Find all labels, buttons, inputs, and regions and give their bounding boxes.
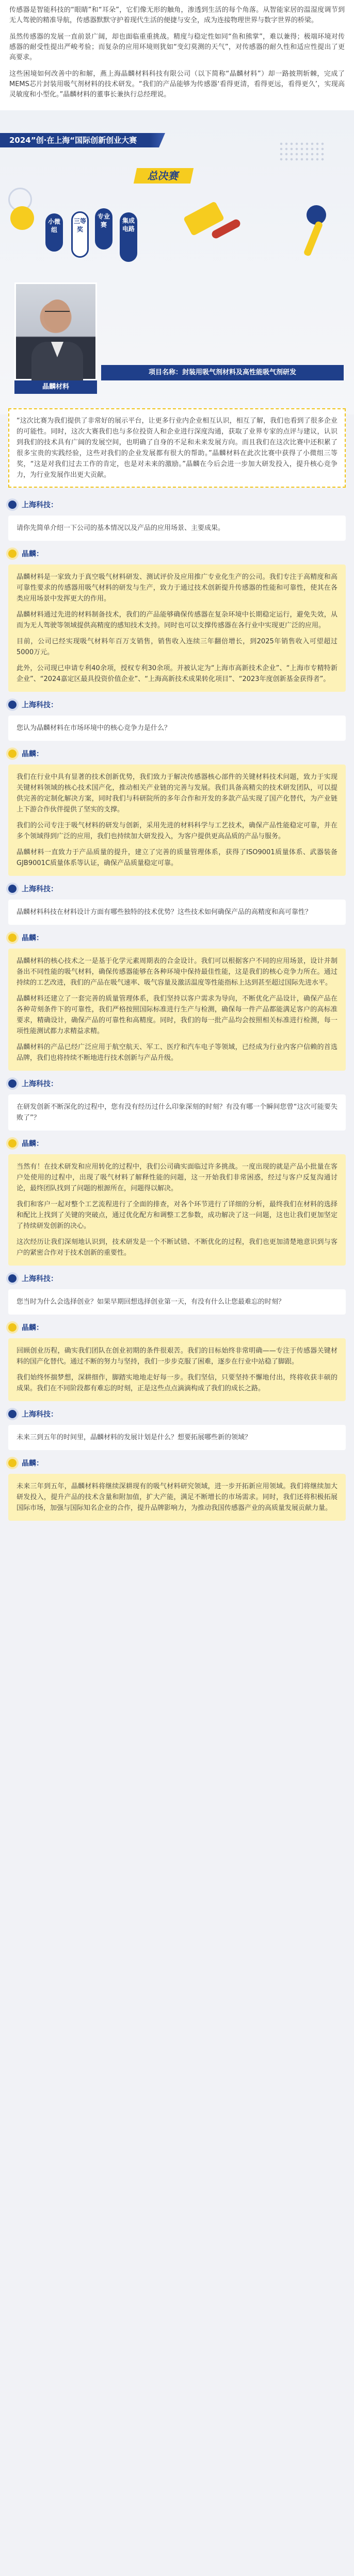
- answer-text: 晶麟材料通过先进的材料制备技术，我们的产品能够确保传感器在复杂环境中长期稳定运行，避免失效，从而为无人驾驶等领域提供高精度的感知技术支持。同时也可以支撑传感器在各行业中实现更广泛的应用。: [17, 611, 337, 629]
- guest-dot-icon: [8, 1139, 17, 1148]
- intro-paragraph: 传感器是智能科技的“眼睛”和“耳朵”，它们像无形的触角，渗透到生活的每个角落。从智能家居的温湿度调节到无人驾驶的精准导航，传感器默默守护着现代生活的便捷与安全，成为连接物理世界与数字世界的桥梁。: [9, 6, 345, 24]
- question-text: 请你先简单介绍一下公司的基本情况以及产品的应用场景、主要成果。: [17, 524, 225, 532]
- microphone-handle-icon: [303, 221, 323, 257]
- intro-paragraph: 这些困境如何改善中的和解，燕上海晶麟材料科技有限公司（以下简称“晶麟材料”）却一路披荆斩棘，完成了MEMS芯片封装用吸气剂材料的技术研发。“我们的产品能够为传感器‘看得更清，看得更远，看得更久’，实现高灵敏度和小型化。”晶麟材料的董事长兼执行总经理说。: [9, 70, 345, 98]
- guest-dot-icon: [8, 750, 17, 758]
- question-bubble: [8, 1425, 346, 1450]
- speaker-name: 上海科技：: [22, 1080, 58, 1088]
- host-dot-icon: [8, 1274, 17, 1283]
- company-statement: “这次比赛为我们提供了非常好的展示平台，让更多行业内企业相互认识，相互了解，我们也看到了很多企业的可能性。同时，这次大赛我们也与多位投资人和企业进行深度沟通，获取了业界专家的点评与建议，认识到我们的技术具有广阔的发展空间，也明确了自身的不足和未来发展方向。而且我们在这次比赛中还积累了很多宝贵的实践经验，这些对我们的企业发展都有很大的帮助。”晶麟材料在此次比赛中获得了小微组三等奖，“这是对我们过去工作的肯定，也是对未来的激励。”晶麟在今后会进一步加大研发投入，提升核心竞争力，为行业发展作出更大贡献。: [8, 408, 346, 488]
- host-dot-icon: [8, 1079, 17, 1088]
- speaker-guest: [8, 1320, 346, 1335]
- tag-category: 专业赛: [95, 208, 112, 250]
- answer-bubble: [8, 765, 346, 876]
- hero-banner: [0, 110, 354, 414]
- guest-dot-icon: [8, 934, 17, 942]
- speaker-name: 晶麟：: [22, 1324, 43, 1332]
- tag-field: 集成电路: [120, 212, 137, 262]
- question-text: 未来三到五年的时间里，晶麟材料的发展计划是什么？想要拓展哪些新的领域？: [17, 1434, 252, 1441]
- title-ribbon-decoration: [150, 133, 165, 147]
- question-text: 在研发创新不断深化的过程中，您有没有经历过什么印象深刻的时刻？有没有哪一个瞬间您曾“这次可能要失败了”？: [17, 1103, 337, 1122]
- speaker-guest: [8, 746, 346, 761]
- speaker-host: [8, 697, 346, 712]
- answer-text: 晶麟材料还建立了一套完善的质量管理体系，我们坚持以客户需求为导向，不断优化产品设计，确保产品在各种苛刻条件下的可靠性，我们严格按照国际标准进行生产与检测，确保每一件产品都能满足客户的高标准要求，精确设计，确保产品的可靠性和高精度。同时，我们的每一批产品均会按照相关标准进行检测，每一项性能测试都力求精益求精。: [17, 995, 337, 1035]
- intro-paragraph: 虽然传感器的发展一直前景广阔，却也面临重重挑战。精度与稳定性如同“鱼和熊掌”，难以兼得；极端环境对传感器的耐受性提出严峻考验；而复杂的应用环境则犹如“变幻莫测的天气”，对传感器的耐久性和适应性提出了更高要求。: [9, 33, 345, 61]
- project-name-bar: 项目名称：封装用吸气剂材料及高性能吸气剂研发: [101, 365, 344, 380]
- question-text: 晶麟材料科技在材料设计方面有哪些独特的技术优势？这些技术如何确保产品的高精度和高可靠性？: [17, 908, 312, 916]
- speaker-host: [8, 1076, 346, 1091]
- answer-text: 当然有！在技术研发和应用转化的过程中，我们公司确实面临过许多挑战。一度出现的就是产品小批量在客户处使用的过程中，出现了吸气材料了解释性能的问题，这一开始我们非常困惑，经过与客户反复沟通讨论，最终团队找到了问题的根源所在，问题得以解决。: [17, 1163, 337, 1192]
- answer-bubble: [8, 564, 346, 692]
- answer-text: 此外，公司现已申请专利40余项，授权专利30余项。并被认定为“上海市高新技术企业”、“上海市专精特新企业”、“2024嘉定区最具投资价值企业”、“上海高新技术成果转化项目”、“2023年度创新基金获得者”。: [17, 664, 337, 683]
- speaker-host: [8, 1406, 346, 1422]
- answer-text: 我们始终怀揣梦想，深耕细作，脚踏实地地走好每一步。我们坚信，只要坚持不懈地付出，终将收获丰硕的成果。我们在不同阶段都有难忘的时刻，正是这些点点滴滴构成了我们的成长之路。: [17, 1374, 337, 1392]
- answer-bubble: [8, 1474, 346, 1521]
- circle-decoration: [10, 206, 34, 230]
- question-bubble: [8, 900, 346, 925]
- question-bubble: [8, 516, 346, 541]
- answer-text: 我们在行业中具有显著的技术创新优势，我们致力于解决传感器核心部件的关键材料技术问题，致力于实现关键材料领域的核心技术国产化，推动相关产业链的完善与发展。我们具备高精尖的技术研发团队，可以提供完善的定制化解决方案，同时我们与科研院所的多年合作和开发的多款产品实现了国产化替代，为产业链上下游合作伙伴提供了坚实的支撑。: [17, 773, 337, 813]
- speaker-host: [8, 881, 346, 896]
- intro-section: [0, 0, 354, 110]
- answer-bubble: [8, 949, 346, 1071]
- speaker-name: 晶麟：: [22, 550, 43, 558]
- speaker-name: 晶麟：: [22, 1459, 43, 1468]
- speaker-name: 上海科技：: [22, 1410, 58, 1419]
- speaker-guest: [8, 930, 346, 945]
- company-tag: 晶麟材料: [14, 380, 97, 394]
- answer-bubble: [8, 1338, 346, 1401]
- answer-text: 晶麟材料的产品已经广泛应用于航空航天、军工、医疗和汽车电子等领域，已经成为行业内客户信赖的首选品牌，我们也将持续不断地进行技术创新与产品升级。: [17, 1043, 337, 1062]
- speaker-name: 上海科技：: [22, 701, 58, 709]
- answer-text: 我们的公司专注于吸气材料的研发与创新，采用先进的材料科学与工艺技术，确保产品性能稳定可靠，并在多个领域得到广泛的应用，我们也持续加大研发投入，为客户提供更高品质的产品与服务。: [17, 822, 337, 840]
- answer-text: 回顾创业历程，确实我们团队在创业初期的条件很艰苦。我们的目标始终非常明确——专注于传感器关键材料的国产化替代。通过不断的努力与坚持，我们一步步克服了困难，逐步在行业中站稳了脚跟。: [17, 1347, 337, 1366]
- speaker-name: 上海科技：: [22, 885, 58, 893]
- speaker-name: 上海科技：: [22, 501, 58, 509]
- host-dot-icon: [8, 885, 17, 893]
- speaker-host: [8, 497, 346, 512]
- final-badge: 总决赛: [134, 168, 194, 184]
- answer-text: 晶麟材料一直致力于产品质量的提升，建立了完善的质量管理体系，获得了ISO9001质量体系、武器装备GJB9001C质量体系等认证，确保产品质量稳定可靠。: [17, 849, 337, 867]
- guest-dot-icon: [8, 1323, 17, 1332]
- guest-dot-icon: [8, 550, 17, 558]
- speaker-host: [8, 1271, 346, 1286]
- speaker-guest: [8, 546, 346, 561]
- tag-group: 小微组: [45, 213, 63, 252]
- speaker-guest: [8, 1455, 346, 1471]
- question-bubble: [8, 1094, 346, 1131]
- speaker-name: 晶麟：: [22, 934, 43, 942]
- contest-title: 2024”创·在上海“国际创新创业大赛: [0, 133, 150, 147]
- answer-bubble: [8, 1154, 346, 1266]
- answer-text: 晶麟材料是一家致力于真空吸气材料研发、测试评价及应用推广专业化生产的公司。我们专注于高精度和高可靠性要求的传感器用吸气材料的研发与生产，致力于通过技术创新提升传感器的性能和可靠性，使其在各类应用场景中发挥更大的作用。: [17, 573, 337, 603]
- host-dot-icon: [8, 1410, 17, 1418]
- speaker-name: 晶麟：: [22, 1140, 43, 1148]
- speaker-name: 晶麟：: [22, 750, 43, 758]
- speaker-name: 上海科技：: [22, 1275, 58, 1283]
- photo-glasses: [45, 311, 70, 317]
- tag-award: 三等奖: [71, 211, 89, 258]
- question-text: 您当时为什么会选择创业？如果早期回想选择创业第一天，有没有什么让您最难忘的时刻？: [17, 1298, 285, 1306]
- answer-text: 目前，公司已经实现吸气材料年百万支销售，销售收入连续三年翻倍增长，到2025年销售收入可望超过5000万元。: [17, 638, 337, 656]
- question-bubble: [8, 1289, 346, 1315]
- founder-photo: [14, 282, 97, 380]
- question-bubble: [8, 716, 346, 741]
- question-text: 您认为晶麟材料在市场环境中的核心竞争力是什么？: [17, 724, 171, 732]
- answer-text: 晶麟材料的核心技术之一是基于化学元素周期表的合金设计。我们可以根据客户不同的应用场景，设计并制备出不同性能的吸气材料，确保传感器能够在各种环境中保持最佳性能，这是我们的核心竞争力所在。通过持续的工艺改进，我们的产品在吸气速率、吸气容量及激活温度等性能指标上达到甚至超过国际先进水平。: [17, 957, 337, 987]
- guest-dot-icon: [8, 1459, 17, 1467]
- answer-text: 未来三年到五年，晶麟材料将继续深耕现有的吸气材料研究领域，进一步开拓新应用领域。我们将继续加大研发投入，提升产品的技术含量和附加值，扩大产能，满足不断增长的市场需求。同时，我们还将积极拓展国际市场，加强与国际知名企业的合作，提升品牌影响力，为推动我国传感器产业的高质量发展贡献力量。: [17, 1483, 337, 1512]
- host-dot-icon: [8, 701, 17, 709]
- host-dot-icon: [8, 501, 17, 509]
- answer-text: 我们和客户一起对整个工艺流程进行了全面的排查，对各个环节进行了详细的分析，最终我们在材料的选择和配比上找到了关键的突破点，通过优化配方和调整工艺参数，成功解决了这一问题，这也让我们更加坚定了持续研发创新的决心。: [17, 1201, 337, 1230]
- qa-section: [8, 497, 346, 1521]
- dot-pattern-decoration: [279, 141, 325, 162]
- speaker-guest: [8, 1136, 346, 1151]
- answer-text: 这次经历让我们深刻地认识到，技术研发是一个不断试错、不断优化的过程，我们也更加清楚地意识到与客户的紧密合作对于技术创新的重要性。: [17, 1238, 337, 1257]
